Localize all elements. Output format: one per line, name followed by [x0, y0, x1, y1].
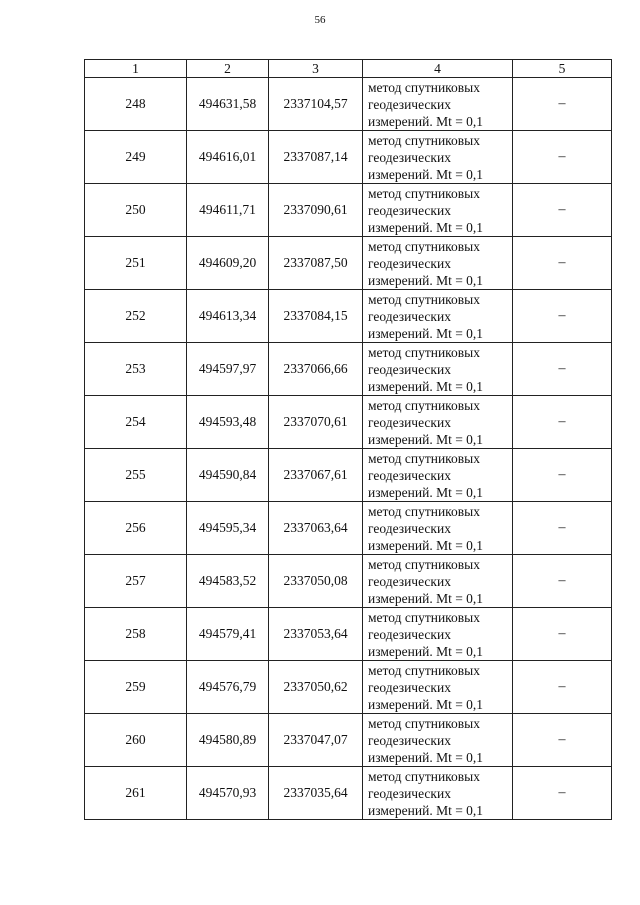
- table-row: [85, 78, 612, 131]
- method-line: измерений. Mt = 0,1: [368, 325, 484, 341]
- y-coordinate-cell: 2337067,61: [269, 449, 363, 502]
- table-row: [85, 184, 612, 237]
- table-row: [85, 661, 612, 714]
- x-coordinate-cell: 494597,97: [187, 343, 269, 396]
- point-number-cell: 258: [85, 608, 187, 661]
- method-line: метод спутниковых: [368, 185, 480, 201]
- table-row: [85, 131, 612, 184]
- method-line: геодезических: [368, 96, 451, 112]
- method-line: метод спутниковых: [368, 503, 480, 519]
- point-number-cell: 248: [85, 78, 187, 131]
- y-coordinate-cell: 2337087,14: [269, 131, 363, 184]
- x-coordinate-cell: 494590,84: [187, 449, 269, 502]
- y-coordinate-cell: 2337084,15: [269, 290, 363, 343]
- table-body: [85, 78, 612, 820]
- x-coordinate-cell: 494613,34: [187, 290, 269, 343]
- header-col-2: 2: [187, 60, 269, 78]
- method-line: метод спутниковых: [368, 132, 480, 148]
- method-line: геодезических: [368, 573, 451, 589]
- y-coordinate-cell: 2337050,08: [269, 555, 363, 608]
- description-cell: –: [513, 396, 612, 449]
- method-line: метод спутниковых: [368, 768, 480, 784]
- point-number-cell: 252: [85, 290, 187, 343]
- header-col-3: 3: [269, 60, 363, 78]
- method-cell: [363, 184, 513, 237]
- method-cell: [363, 555, 513, 608]
- method-line: измерений. Mt = 0,1: [368, 696, 484, 712]
- method-line: измерений. Mt = 0,1: [368, 802, 484, 818]
- point-number-cell: 261: [85, 767, 187, 820]
- y-coordinate-cell: 2337087,50: [269, 237, 363, 290]
- method-line: геодезических: [368, 414, 451, 430]
- method-cell: [363, 661, 513, 714]
- table-row: [85, 237, 612, 290]
- method-line: измерений. Mt = 0,1: [368, 113, 484, 129]
- y-coordinate-cell: 2337104,57: [269, 78, 363, 131]
- method-line: геодезических: [368, 255, 451, 271]
- table-row: [85, 343, 612, 396]
- method-line: измерений. Mt = 0,1: [368, 590, 484, 606]
- point-number-cell: 253: [85, 343, 187, 396]
- x-coordinate-cell: 494583,52: [187, 555, 269, 608]
- x-coordinate-cell: 494576,79: [187, 661, 269, 714]
- x-coordinate-cell: 494593,48: [187, 396, 269, 449]
- description-cell: –: [513, 237, 612, 290]
- y-coordinate-cell: 2337066,66: [269, 343, 363, 396]
- point-number-cell: 260: [85, 714, 187, 767]
- method-line: геодезических: [368, 149, 451, 165]
- method-cell: [363, 131, 513, 184]
- method-line: метод спутниковых: [368, 79, 480, 95]
- table-row: [85, 714, 612, 767]
- description-cell: –: [513, 608, 612, 661]
- method-line: геодезических: [368, 785, 451, 801]
- method-cell: [363, 343, 513, 396]
- x-coordinate-cell: 494611,71: [187, 184, 269, 237]
- method-cell: [363, 767, 513, 820]
- method-line: геодезических: [368, 467, 451, 483]
- description-cell: –: [513, 78, 612, 131]
- point-number-cell: 251: [85, 237, 187, 290]
- page-number: 56: [314, 14, 326, 26]
- method-line: метод спутниковых: [368, 238, 480, 254]
- x-coordinate-cell: 494609,20: [187, 237, 269, 290]
- method-line: измерений. Mt = 0,1: [368, 643, 484, 659]
- method-line: метод спутниковых: [368, 609, 480, 625]
- table-row: [85, 555, 612, 608]
- method-line: геодезических: [368, 361, 451, 377]
- method-line: метод спутниковых: [368, 662, 480, 678]
- header-col-1: 1: [85, 60, 187, 78]
- description-cell: –: [513, 184, 612, 237]
- method-line: измерений. Mt = 0,1: [368, 378, 484, 394]
- description-cell: –: [513, 661, 612, 714]
- y-coordinate-cell: 2337050,62: [269, 661, 363, 714]
- method-line: метод спутниковых: [368, 450, 480, 466]
- method-line: геодезических: [368, 679, 451, 695]
- point-number-cell: 250: [85, 184, 187, 237]
- y-coordinate-cell: 2337090,61: [269, 184, 363, 237]
- x-coordinate-cell: 494580,89: [187, 714, 269, 767]
- method-line: измерений. Mt = 0,1: [368, 431, 484, 447]
- table-row: [85, 290, 612, 343]
- method-line: измерений. Mt = 0,1: [368, 484, 484, 500]
- description-cell: –: [513, 131, 612, 184]
- method-cell: [363, 396, 513, 449]
- method-cell: [363, 290, 513, 343]
- y-coordinate-cell: 2337063,64: [269, 502, 363, 555]
- point-number-cell: 249: [85, 131, 187, 184]
- method-line: измерений. Mt = 0,1: [368, 272, 484, 288]
- x-coordinate-cell: 494616,01: [187, 131, 269, 184]
- method-cell: [363, 608, 513, 661]
- method-cell: [363, 714, 513, 767]
- description-cell: –: [513, 290, 612, 343]
- method-line: метод спутниковых: [368, 715, 480, 731]
- table-row: [85, 767, 612, 820]
- description-cell: –: [513, 502, 612, 555]
- description-cell: –: [513, 714, 612, 767]
- table-row: [85, 502, 612, 555]
- table-row: [85, 396, 612, 449]
- method-line: геодезических: [368, 732, 451, 748]
- method-cell: [363, 449, 513, 502]
- table-row: [85, 608, 612, 661]
- y-coordinate-cell: 2337053,64: [269, 608, 363, 661]
- method-cell: [363, 502, 513, 555]
- description-cell: –: [513, 449, 612, 502]
- x-coordinate-cell: 494570,93: [187, 767, 269, 820]
- description-cell: –: [513, 555, 612, 608]
- point-number-cell: 256: [85, 502, 187, 555]
- method-line: метод спутниковых: [368, 556, 480, 572]
- method-line: геодезических: [368, 520, 451, 536]
- coordinates-table: [84, 59, 612, 820]
- description-cell: –: [513, 343, 612, 396]
- x-coordinate-cell: 494595,34: [187, 502, 269, 555]
- point-number-cell: 255: [85, 449, 187, 502]
- method-cell: [363, 237, 513, 290]
- method-line: измерений. Mt = 0,1: [368, 166, 484, 182]
- method-line: геодезических: [368, 202, 451, 218]
- y-coordinate-cell: 2337047,07: [269, 714, 363, 767]
- method-line: метод спутниковых: [368, 291, 480, 307]
- header-col-4: 4: [363, 60, 513, 78]
- table-row: [85, 449, 612, 502]
- y-coordinate-cell: 2337070,61: [269, 396, 363, 449]
- method-cell: [363, 78, 513, 131]
- y-coordinate-cell: 2337035,64: [269, 767, 363, 820]
- header-col-5: 5: [513, 60, 612, 78]
- x-coordinate-cell: 494631,58: [187, 78, 269, 131]
- x-coordinate-cell: 494579,41: [187, 608, 269, 661]
- description-cell: –: [513, 767, 612, 820]
- header-row: [85, 60, 612, 78]
- point-number-cell: 257: [85, 555, 187, 608]
- point-number-cell: 254: [85, 396, 187, 449]
- method-line: метод спутниковых: [368, 344, 480, 360]
- method-line: геодезических: [368, 626, 451, 642]
- method-line: измерений. Mt = 0,1: [368, 537, 484, 553]
- point-number-cell: 259: [85, 661, 187, 714]
- method-line: геодезических: [368, 308, 451, 324]
- method-line: метод спутниковых: [368, 397, 480, 413]
- method-line: измерений. Mt = 0,1: [368, 749, 484, 765]
- method-line: измерений. Mt = 0,1: [368, 219, 484, 235]
